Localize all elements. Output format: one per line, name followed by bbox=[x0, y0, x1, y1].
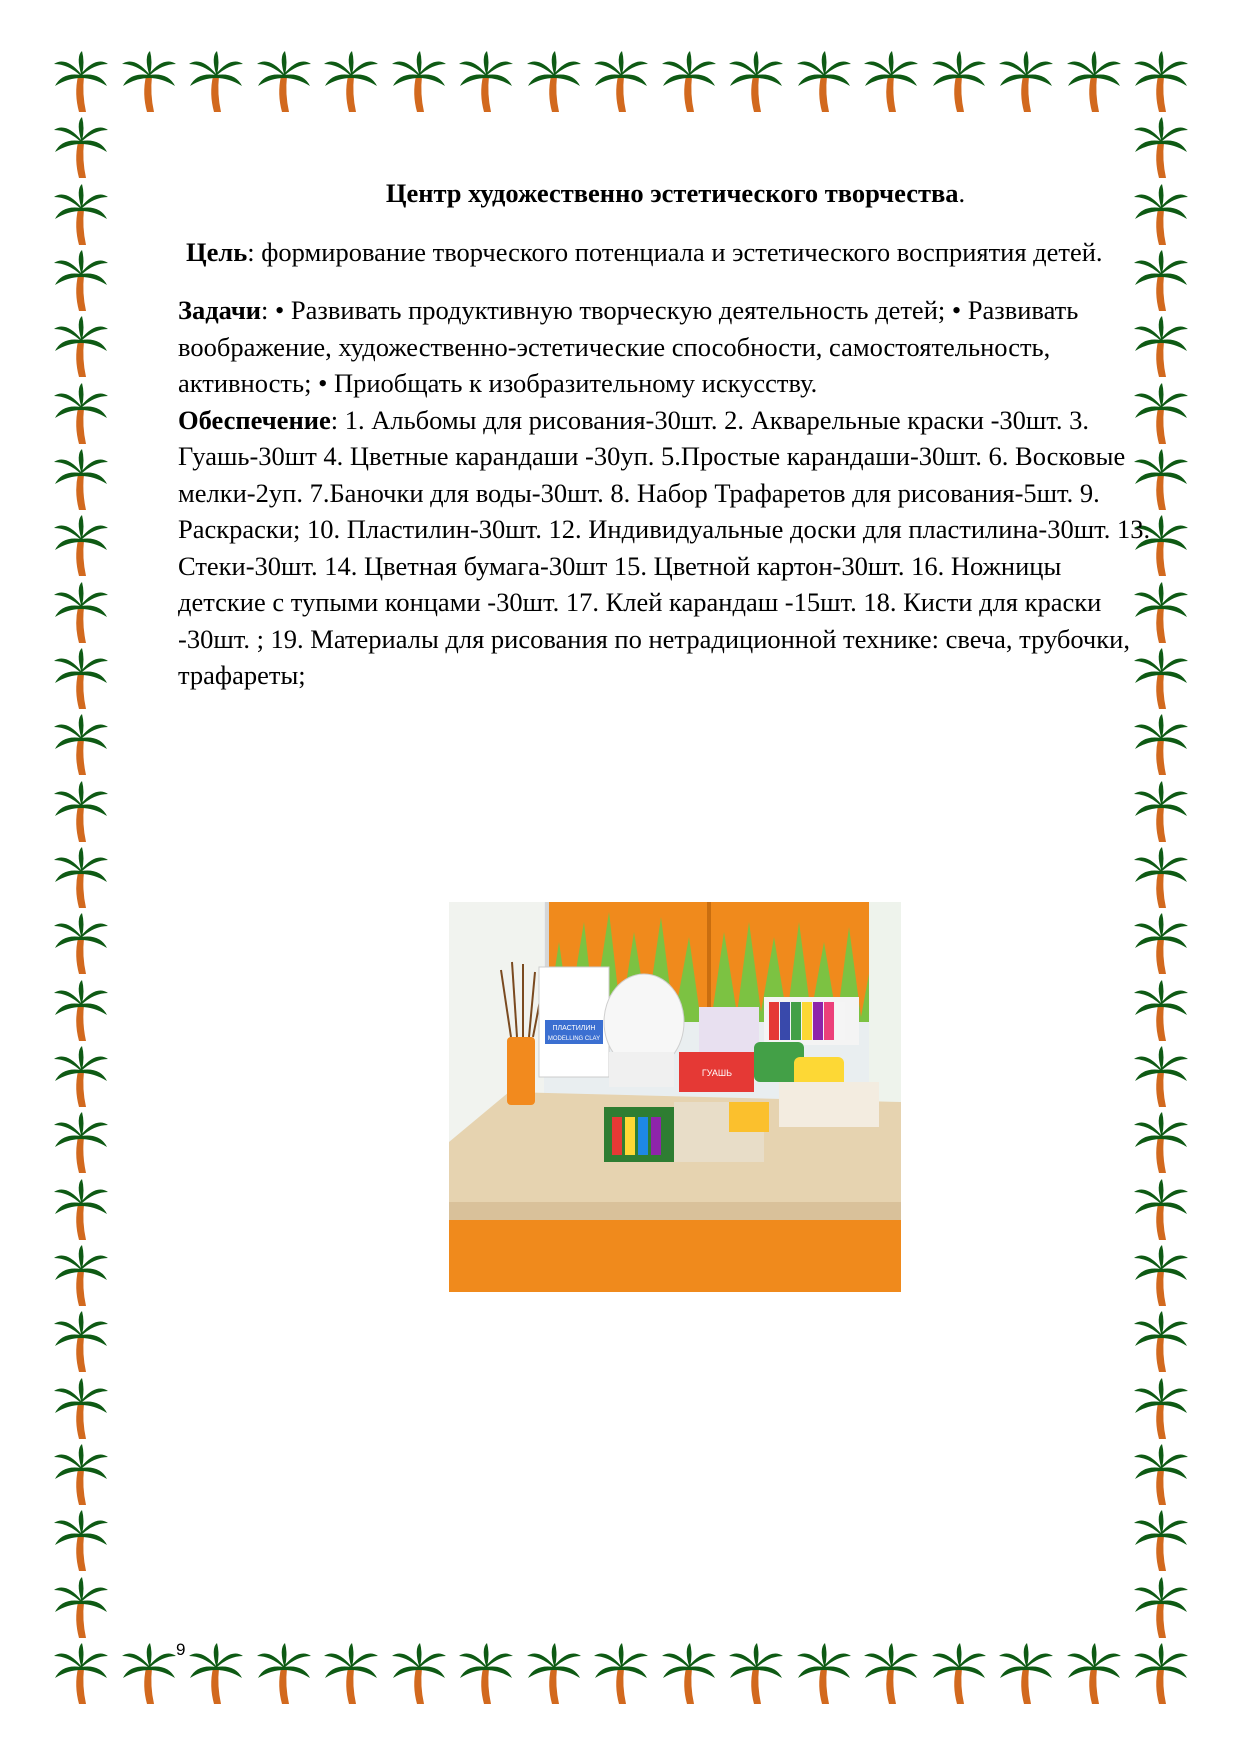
palm-tree-icon bbox=[1065, 50, 1123, 114]
palm-tree-icon bbox=[52, 315, 110, 379]
photo-box-label-2: MODELLING CLAY bbox=[547, 1036, 601, 1042]
palm-tree-icon bbox=[1132, 1443, 1190, 1507]
palm-tree-icon bbox=[727, 50, 785, 114]
page-number: 9 bbox=[176, 1640, 186, 1659]
document-body bbox=[178, 175, 1153, 694]
palm-tree-icon bbox=[930, 50, 988, 114]
palm-tree-icon bbox=[1065, 1642, 1123, 1706]
palm-tree-icon bbox=[255, 50, 313, 114]
photo-box-label-3: ГУАШЬ bbox=[701, 1068, 733, 1078]
equipment-text: : 1. Альбомы для рисования-30шт. 2. Акварельные краски -30шт. 3. Гуашь-30шт 4. Цветные карандаши -30уп. 5.Простые карандаши-30шт. 6. Восковые мелки-2уп. 7.Баночки для воды-30шт. 8. Набор Трафаретов для рисования-5шт. 9. Раскраски; 10. Пластилин-30шт. 12. Индивидуальные доски для пластилина-30шт. 13. Стеки-30шт. 14. Цветная бумага-30шт 15. Цветной картон-30шт. 16. Ножницы детские с тупыми концами -30шт. 17. Клей карандаш -15шт. 18. Кисти для краски -30шт. ; 19. Материалы для рисования по нетрадиционной технике: свеча, трубочки, трафареты; bbox=[178, 404, 1151, 690]
palm-tree-icon bbox=[592, 1642, 650, 1706]
palm-tree-icon bbox=[52, 1509, 110, 1573]
palm-tree-icon bbox=[525, 50, 583, 114]
palm-tree-icon bbox=[52, 581, 110, 645]
equipment-paragraph bbox=[178, 402, 1153, 694]
palm-tree-icon bbox=[52, 1244, 110, 1308]
palm-tree-icon bbox=[1132, 1244, 1190, 1308]
palm-tree-icon bbox=[120, 50, 178, 114]
tasks-text: : • Развивать продуктивную творческую деятельность детей; • Развивать воображение, художественно-эстетические способности, самостоятельность, активность; • Приобщать к изобразительному искусству. bbox=[178, 295, 1079, 398]
palm-tree-icon bbox=[52, 1377, 110, 1441]
tasks-label: Задачи bbox=[178, 295, 262, 325]
palm-tree-icon bbox=[1132, 979, 1190, 1043]
palm-tree-icon bbox=[52, 1576, 110, 1640]
palm-tree-icon bbox=[1132, 1509, 1190, 1573]
goal-paragraph bbox=[178, 234, 1153, 271]
palm-tree-icon bbox=[1132, 846, 1190, 910]
palm-tree-icon bbox=[1132, 1377, 1190, 1441]
palm-tree-icon bbox=[52, 50, 110, 114]
palm-tree-icon bbox=[52, 1642, 110, 1706]
palm-tree-icon bbox=[52, 249, 110, 313]
palm-tree-icon bbox=[660, 1642, 718, 1706]
palm-tree-icon bbox=[1132, 1576, 1190, 1640]
palm-tree-icon bbox=[52, 1178, 110, 1242]
palm-tree-icon bbox=[457, 50, 515, 114]
palm-tree-icon bbox=[52, 1310, 110, 1374]
palm-tree-icon bbox=[52, 1443, 110, 1507]
goal-text: : формирование творческого потенциала и эстетического восприятия детей. bbox=[247, 236, 1103, 267]
palm-tree-icon bbox=[255, 1642, 313, 1706]
palm-tree-icon bbox=[727, 1642, 785, 1706]
palm-tree-icon bbox=[390, 1642, 448, 1706]
palm-tree-icon bbox=[997, 50, 1055, 114]
palm-tree-icon bbox=[1132, 1310, 1190, 1374]
palm-tree-icon bbox=[52, 116, 110, 180]
equipment-label: Обеспечение bbox=[178, 404, 331, 435]
palm-tree-icon bbox=[52, 780, 110, 844]
palm-tree-icon bbox=[1132, 1111, 1190, 1175]
palm-tree-icon bbox=[120, 1642, 178, 1706]
palm-tree-icon bbox=[187, 50, 245, 114]
palm-tree-icon bbox=[862, 50, 920, 114]
palm-tree-icon bbox=[795, 1642, 853, 1706]
palm-tree-icon bbox=[592, 50, 650, 114]
palm-tree-icon bbox=[322, 50, 380, 114]
palm-tree-icon bbox=[930, 1642, 988, 1706]
palm-tree-icon bbox=[1132, 1642, 1190, 1706]
tasks-paragraph bbox=[178, 292, 1153, 402]
palm-tree-icon bbox=[52, 183, 110, 247]
palm-tree-icon bbox=[457, 1642, 515, 1706]
palm-tree-icon bbox=[1132, 50, 1190, 114]
goal-label: Цель bbox=[186, 236, 248, 267]
palm-tree-icon bbox=[997, 1642, 1055, 1706]
palm-tree-icon bbox=[1132, 780, 1190, 844]
palm-tree-icon bbox=[322, 1642, 380, 1706]
palm-tree-icon bbox=[52, 912, 110, 976]
palm-tree-icon bbox=[52, 1111, 110, 1175]
art-supplies-photo bbox=[449, 902, 901, 1292]
palm-tree-icon bbox=[52, 514, 110, 578]
palm-tree-icon bbox=[52, 1045, 110, 1109]
palm-tree-icon bbox=[187, 1642, 245, 1706]
palm-tree-icon bbox=[52, 713, 110, 777]
palm-tree-icon bbox=[1132, 912, 1190, 976]
palm-tree-icon bbox=[52, 448, 110, 512]
palm-tree-icon bbox=[1132, 1178, 1190, 1242]
palm-tree-icon bbox=[52, 979, 110, 1043]
palm-tree-icon bbox=[1132, 116, 1190, 180]
palm-tree-icon bbox=[525, 1642, 583, 1706]
palm-tree-icon bbox=[1132, 1045, 1190, 1109]
palm-tree-icon bbox=[390, 50, 448, 114]
palm-tree-icon bbox=[862, 1642, 920, 1706]
palm-tree-icon bbox=[1132, 713, 1190, 777]
palm-tree-icon bbox=[52, 846, 110, 910]
page-title: Центр художественно эстетического творчества. bbox=[385, 178, 966, 208]
palm-tree-icon bbox=[52, 382, 110, 446]
palm-tree-icon bbox=[52, 647, 110, 711]
palm-tree-icon bbox=[660, 50, 718, 114]
palm-tree-icon bbox=[795, 50, 853, 114]
photo-box-label-1: ПЛАСТИЛИН bbox=[552, 1025, 596, 1032]
